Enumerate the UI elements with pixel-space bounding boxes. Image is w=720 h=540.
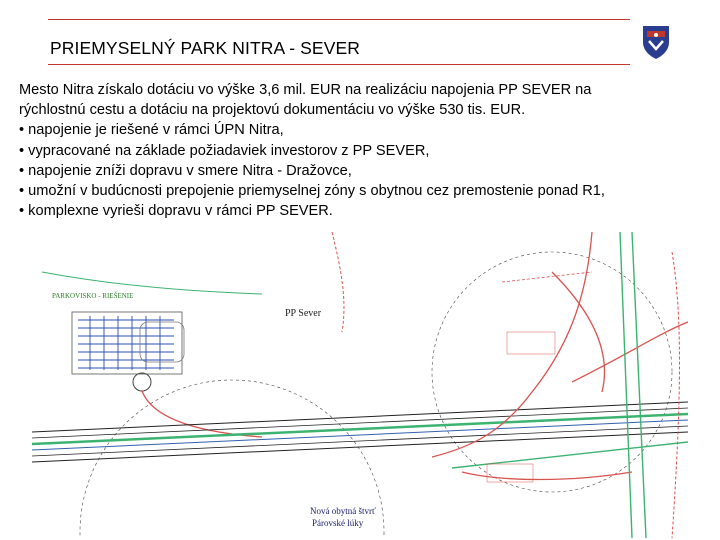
slide-body <box>19 80 719 221</box>
paragraph-line: rýchlostnú cestu a dotáciu na projektovú dokumentáciu vo výške 530 tis. EUR. <box>19 102 526 119</box>
bullet-item: • napojenie zníži dopravu v smere Nitra - Dražovce, <box>19 162 352 179</box>
bullet-item: • vypracované na základe požiadaviek investorov z PP SEVER, <box>19 142 430 159</box>
nitra-crest-icon <box>640 18 672 60</box>
bullet-item: • napojenie je riešené v rámci ÚPN Nitra, <box>19 122 284 139</box>
parking-label: PARKOVISKO - RIEŠENIE <box>52 292 134 300</box>
bullet-item: • komplexne vyrieši dopravu v rámci PP SEVER. <box>19 203 333 220</box>
pp-sever-label: PP Sever <box>285 308 322 319</box>
paragraph-line: Mesto Nitra získalo dotáciu vo výške 3,6 mil. EUR na realizáciu napojenia PP SEVER na <box>19 82 592 98</box>
slide-title: PRIEMYSELNÝ PARK NITRA - SEVER <box>50 38 360 58</box>
site-plan-map <box>32 232 688 538</box>
header-top-rule <box>48 19 630 20</box>
bullet-item: • umožní v budúcnosti prepojenie priemyselnej zóny s obytnou cez premostenie ponad R1, <box>19 183 605 200</box>
title-underline <box>48 64 630 65</box>
new-zone-label-line2: Párovské lúky <box>312 518 364 528</box>
new-zone-label-line1: Nová obytná štvrť <box>310 506 376 516</box>
